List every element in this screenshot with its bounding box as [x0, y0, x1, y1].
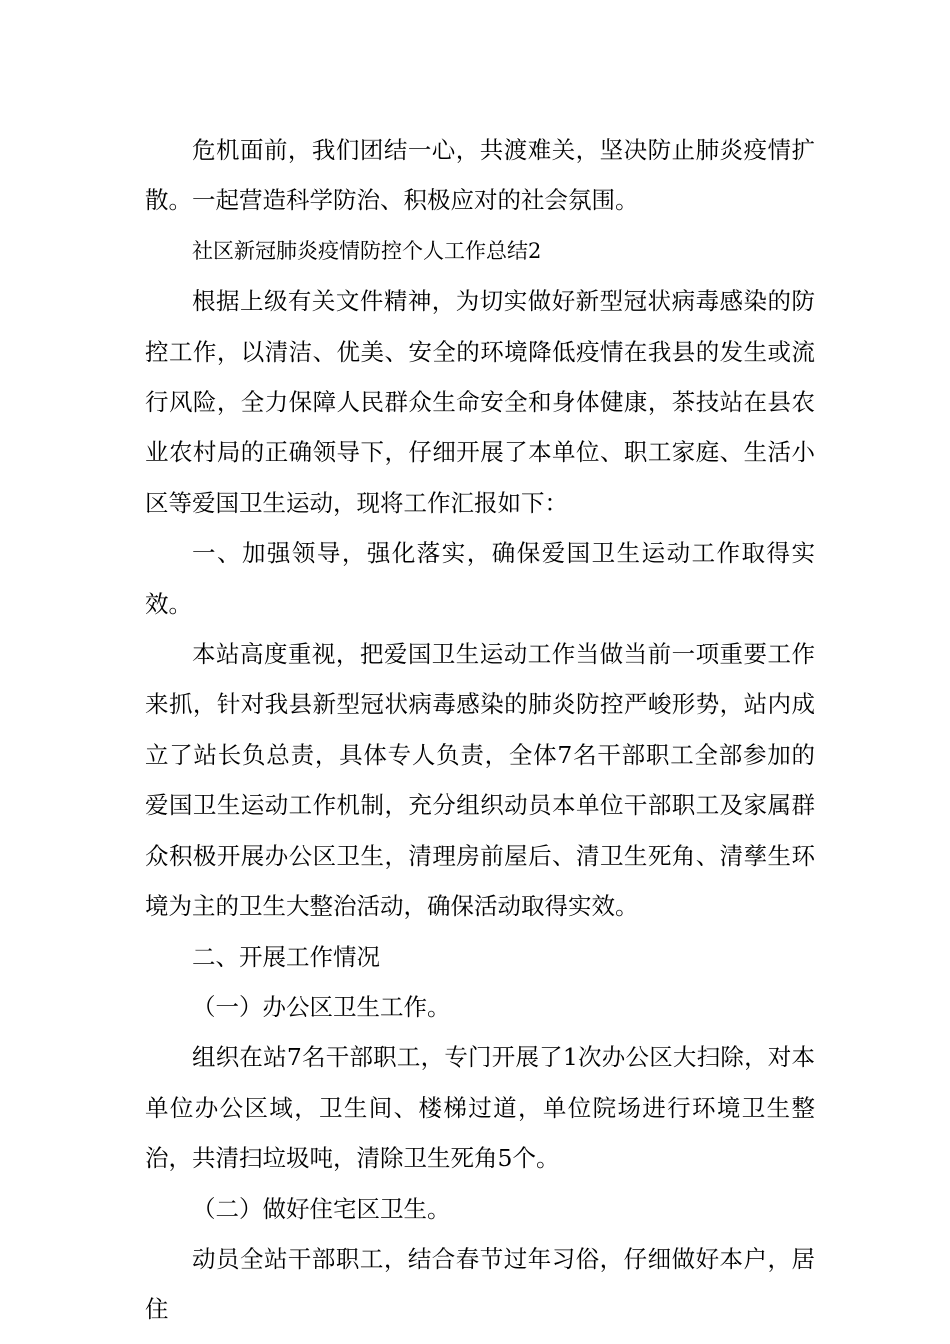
paragraph-closing-statement: 危机面前，我们团结一心，共渡难关，坚决防止肺炎疫情扩散。一起营造科学防治、积极应对的社会氛围。: [145, 136, 815, 215]
subheading-office-hygiene: （一）办公区卫生工作。: [192, 992, 451, 1021]
paragraph-intro: 根据上级有关文件精神，为切实做好新型冠状病毒感染的防控工作，以清洁、优美、安全的环境降低疫情在我县的发生或流行风险，全力保障人民群众生命安全和身体健康，茶技站在县农业农村局的正确领导下，仔细开展了本单位、职工家庭、生活小区等爱国卫生运动，现将工作汇报如下：: [145, 287, 815, 517]
section-title: 社区新冠肺炎疫情防控个人工作总结2: [192, 238, 542, 263]
heading-part-two: 二、开展工作情况: [192, 942, 380, 971]
paragraph-office-hygiene: 组织在站7名干部职工，专门开展了1次办公区大扫除，对本单位办公区域，卫生间、楼梯过道，单位院场进行环境卫生整治，共清扫垃圾吨，清除卫生死角5个。: [145, 1043, 815, 1173]
paragraph-residential-hygiene: 动员全站干部职工，结合春节过年习俗，仔细做好本户，居住: [145, 1244, 815, 1324]
document-body: [145, 125, 815, 1335]
subheading-residential-hygiene: （二）做好住宅区卫生。: [192, 1194, 451, 1223]
paragraph-leadership: 本站高度重视，把爱国卫生运动工作当做当前一项重要工作来抓，针对我县新型冠状病毒感染的肺炎防控严峻形势，站内成立了站长负总责，具体专人负责，全体7名干部职工全部参加的爱国卫生运动工作机制，充分组织动员本单位干部职工及家属群众积极开展办公区卫生，清理房前屋后、清卫生死角、清孳生环境为主的卫生大整治活动，确保活动取得实效。: [145, 640, 815, 921]
heading-part-one: 一、加强领导，强化落实，确保爱国卫生运动工作取得实效。: [145, 539, 815, 618]
